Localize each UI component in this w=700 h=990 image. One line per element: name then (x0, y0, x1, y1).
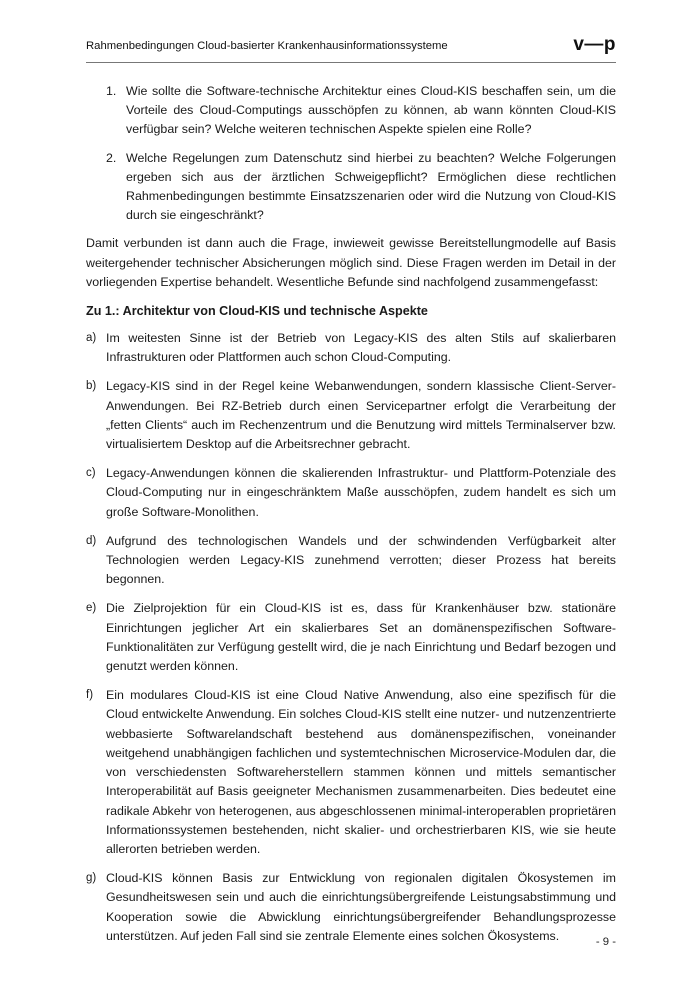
finding-marker: b) (86, 380, 97, 393)
document-body (86, 82, 616, 956)
finding-text: Aufgrund des technologischen Wandels und der schwindenden Verfügbarkeit alter Technologien werden Legacy-KIS zunehmend verrotten; dieser Prozess hat bereits begonnen. (106, 533, 616, 587)
finding-text: Im weitesten Sinne ist der Betrieb von Legacy-KIS des alten Stils auf skalierbaren Infrastrukturen oder Plattformen auch schon Cloud-Computing. (106, 331, 616, 365)
finding-item (86, 329, 616, 367)
finding-item (86, 869, 616, 946)
question-number: 2. (106, 150, 117, 165)
section-heading: Zu 1.: Architektur von Cloud-KIS und technische Aspekte (86, 304, 428, 319)
question-item (86, 82, 616, 140)
finding-text: Die Zielprojektion für ein Cloud-KIS ist es, dass für Krankenhäuser bzw. stationäre Einrichtungen jeglicher Art ein skalierbares Set an domänenspezifischen Software-Funktionalitäten zur Verfügung gestellt wird, die je nach Einrichtung und Bedarf bezogen und genutzt werden können. (106, 601, 616, 674)
finding-text: Cloud-KIS können Basis zur Entwicklung von regionalen digitalen Ökosystemen im Gesundheitswesen sein und auch die einrichtungsübergreifende Leistungsabstimmung und Kooperation sowie die Abwicklung einrichtungsübergreifender Behandlungsprozesse unterstützen. Auf jeden Fall sind sie zentrale Elemente eines solchen Ökosystems. (106, 871, 616, 943)
finding-marker: c) (86, 467, 96, 480)
finding-marker: g) (86, 872, 97, 885)
finding-item (86, 686, 616, 859)
finding-marker: d) (86, 534, 97, 547)
page-header (86, 36, 616, 63)
finding-item (86, 532, 616, 590)
finding-item (86, 599, 616, 676)
question-item (86, 149, 616, 226)
finding-text: Legacy-KIS sind in der Regel keine Webanwendungen, sondern klassische Client-Server-Anwendungen. Bei RZ-Betrieb durch einen Servicepartner erfolgt die Verarbeitung der „fetten Clients“ auch im Rechenzentrum und die Benutzung wird mittels Terminalserver bzw. virtualisiertem Desktop auf die Arbeitsrechner gebracht. (106, 379, 616, 452)
finding-item (86, 377, 616, 454)
finding-text: Legacy-Anwendungen können die skalierenden Infrastruktur- und Plattform-Potenziale des Cloud-Computing nur in eingeschränktem Maße ausschöpfen, zudem handelt es sich um große Software-Monolithen. (106, 466, 616, 519)
vp-logo: v—p (573, 34, 616, 55)
finding-marker: f) (86, 689, 94, 702)
finding-item (86, 464, 616, 522)
question-number: 1. (106, 84, 117, 98)
finding-marker: a) (86, 332, 97, 345)
question-text: Wie sollte die Software-technische Architektur eines Cloud-KIS beschaffen sein, um die Vorteile des Cloud-Computings ausschöpfen zu können, ab wann könnten Cloud-KIS verfügbar sein? Welche weiteren technischen Aspekte spielen eine Rolle? (126, 84, 616, 137)
finding-marker: e) (86, 602, 97, 615)
page-number: - 9 - (595, 936, 616, 948)
question-text: Welche Regelungen zum Datenschutz sind hierbei zu beachten? Welche Folgerungen ergeben sich aus der ärztlichen Schweigepflicht? Ermöglichen diese rechtlichen Rahmenbedingungen bestimmte Einsatzszenarien oder wird die Nutzung von Cloud-KIS durch sie eingeschränkt? (126, 150, 616, 223)
header-title: Rahmenbedingungen Cloud-basierter Krankenhausinformationssysteme (86, 40, 448, 52)
finding-text: Ein modulares Cloud-KIS ist eine Cloud Native Anwendung, also eine spezifisch für die Cloud entwickelte Anwendung. Ein solches Cloud-KIS stellt eine nutzer- und nutzenzentrierte webbasierte Softwarelandschaft bestehend aus domänenspezifischen, voneinander weitgehend unabhängigen fachlichen und systemtechnischen Microservice-Modulen dar, die von verschiedensten Softwareherstellern stammen können und mittels semantischer Interoperabilität auf Basis geeigneter Mechanismen zusammenarbeiten. Dies bedeutet eine radikale Abkehr von heterogenen, aus abgeschlossenen minimal-interoperablen proprietären Informationssystemen bestehenden, nicht skalier- und orchestrierbaren KIS, wie sie heute allerorten betrieben werden. (106, 688, 616, 856)
intro-paragraph: Damit verbunden ist dann auch die Frage, inwieweit gewisse Bereitstellungmodelle auf Basis weitergehender technischer Absicherungen möglich sind. Diese Fragen werden im Detail in der vorliegenden Expertise behandelt. Wesentliche Befunde sind nachfolgend zusammengefasst: (86, 236, 616, 289)
